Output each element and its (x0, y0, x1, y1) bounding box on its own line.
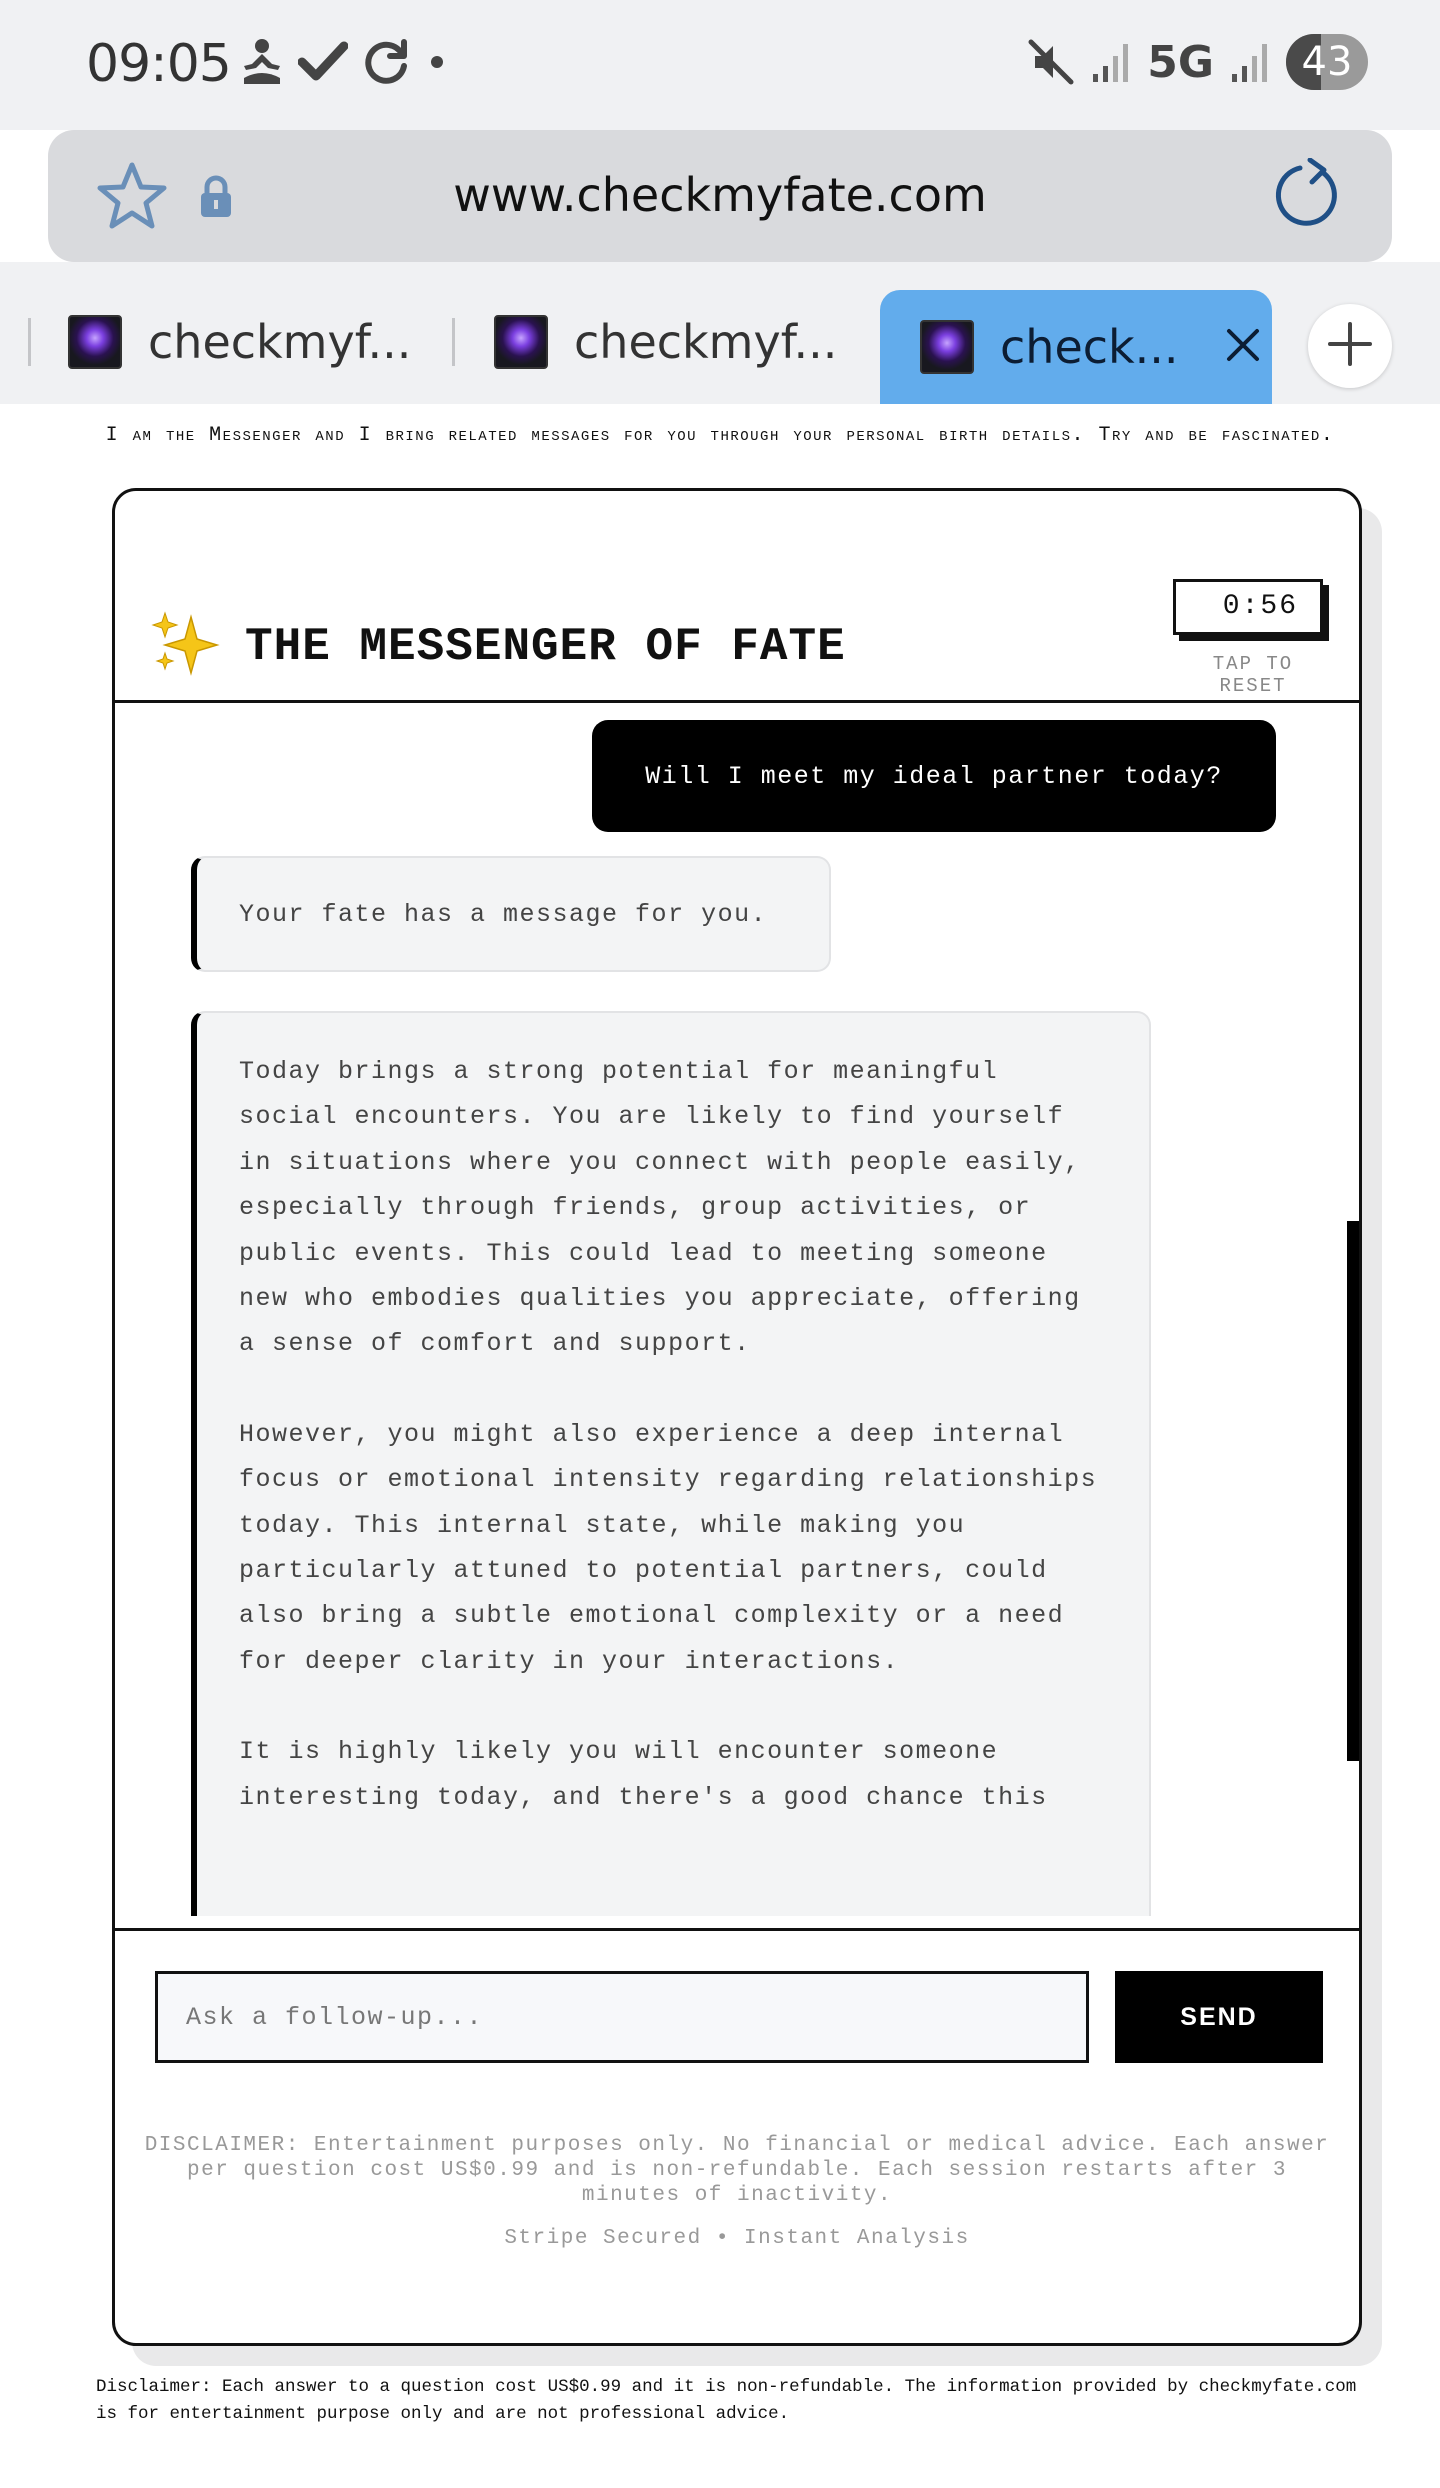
page-title: THE MESSENGER OF FATE (245, 621, 846, 673)
tab-divider (452, 318, 455, 366)
tab-label: check... (1000, 320, 1179, 374)
secured-note: Stripe Secured • Instant Analysis (504, 2227, 970, 2250)
chat-scrollbar[interactable] (1347, 1221, 1359, 1761)
chat-area[interactable] (115, 706, 1359, 1916)
address-bar[interactable] (48, 130, 1392, 262)
bot-message-intro: Your fate has a message for you. (191, 856, 831, 972)
crystal-ball-favicon-icon (920, 320, 974, 374)
reading-paragraph: Today brings a strong potential for meaningful social encounters. You are likely to find yourself in situations where you connect with people easily, especially through friends, group activities, or public events. This could lead to meeting someone new who embodies qualities you appreciate, offering a sense of comfort and support. (239, 1057, 1081, 1359)
reading-paragraph: It is highly likely you will encounter someone interesting today, and there's a good chance this (239, 1737, 1048, 1812)
composer (115, 1928, 1359, 2346)
sync-icon (362, 38, 410, 86)
check-icon (298, 40, 348, 84)
user-message: Will I meet my ideal partner today? (592, 720, 1276, 832)
dot-icon (424, 52, 450, 72)
session-timer[interactable]: 0:56 (1173, 579, 1323, 635)
url-text[interactable]: www.checkmyfate.com (453, 168, 987, 222)
tab-3-active[interactable] (880, 290, 1272, 404)
reading-paragraph: However, you might also experience a deep internal focus or emotional intensity regarding relationships today. This internal state, while making you particularly attuned to potential partners, could also bring a subtle emotional complexity or a need for deeper clarity in your interactions. (239, 1419, 1098, 1676)
send-button[interactable]: SEND (1115, 1971, 1323, 2063)
status-icons-right (1027, 34, 1368, 90)
messenger-card (112, 488, 1362, 2346)
tab-1[interactable] (68, 292, 411, 392)
card-header (115, 491, 1359, 703)
battery-indicator (1286, 34, 1368, 90)
tab-divider (28, 318, 31, 366)
mute-icon (1027, 38, 1075, 86)
crystal-ball-favicon-icon (494, 315, 548, 369)
tab-label: checkmyf... (574, 315, 838, 369)
tab-2[interactable] (494, 292, 837, 392)
signal-icon-secondary (1230, 40, 1270, 84)
card-disclaimer: DISCLAIMER: Entertainment purposes only. No financial or medical advice. Each answer per question cost US$0.99 and is non-refundable. Each session restarts after 3 minutes of inactivity. (144, 2134, 1330, 2207)
crystal-ball-favicon-icon (68, 315, 122, 369)
close-tab-icon[interactable] (1223, 325, 1263, 370)
follow-up-input[interactable] (155, 1971, 1089, 2063)
plus-icon (1326, 320, 1374, 373)
footer-disclaimer: Disclaimer: Each answer to a question cost US$0.99 and it is non-refundable. The information provided by checkmyfate.com is for entertainment purpose only and are not professional advice. (96, 2377, 1357, 2424)
bot-message-reading (191, 1011, 1151, 1916)
status-icons-left (240, 38, 450, 86)
timer-reset-hint[interactable]: TAP TO RESET (1212, 653, 1294, 697)
tab-label: checkmyf... (148, 315, 412, 369)
tab-strip (0, 262, 1440, 404)
status-bar (0, 0, 1440, 130)
status-time: 09:05 (86, 34, 231, 94)
new-tab-button[interactable] (1308, 304, 1392, 388)
signal-icon (1091, 40, 1131, 84)
tagline: I am the Messenger and I bring related messages for you through your personal birth details. Try and be fascinated. (105, 424, 1335, 447)
network-label: 5G (1147, 36, 1214, 88)
battery-level: 43 (1301, 39, 1353, 85)
meditation-icon (240, 38, 284, 86)
sparkles-icon (151, 609, 221, 684)
reload-icon[interactable] (1270, 158, 1342, 239)
